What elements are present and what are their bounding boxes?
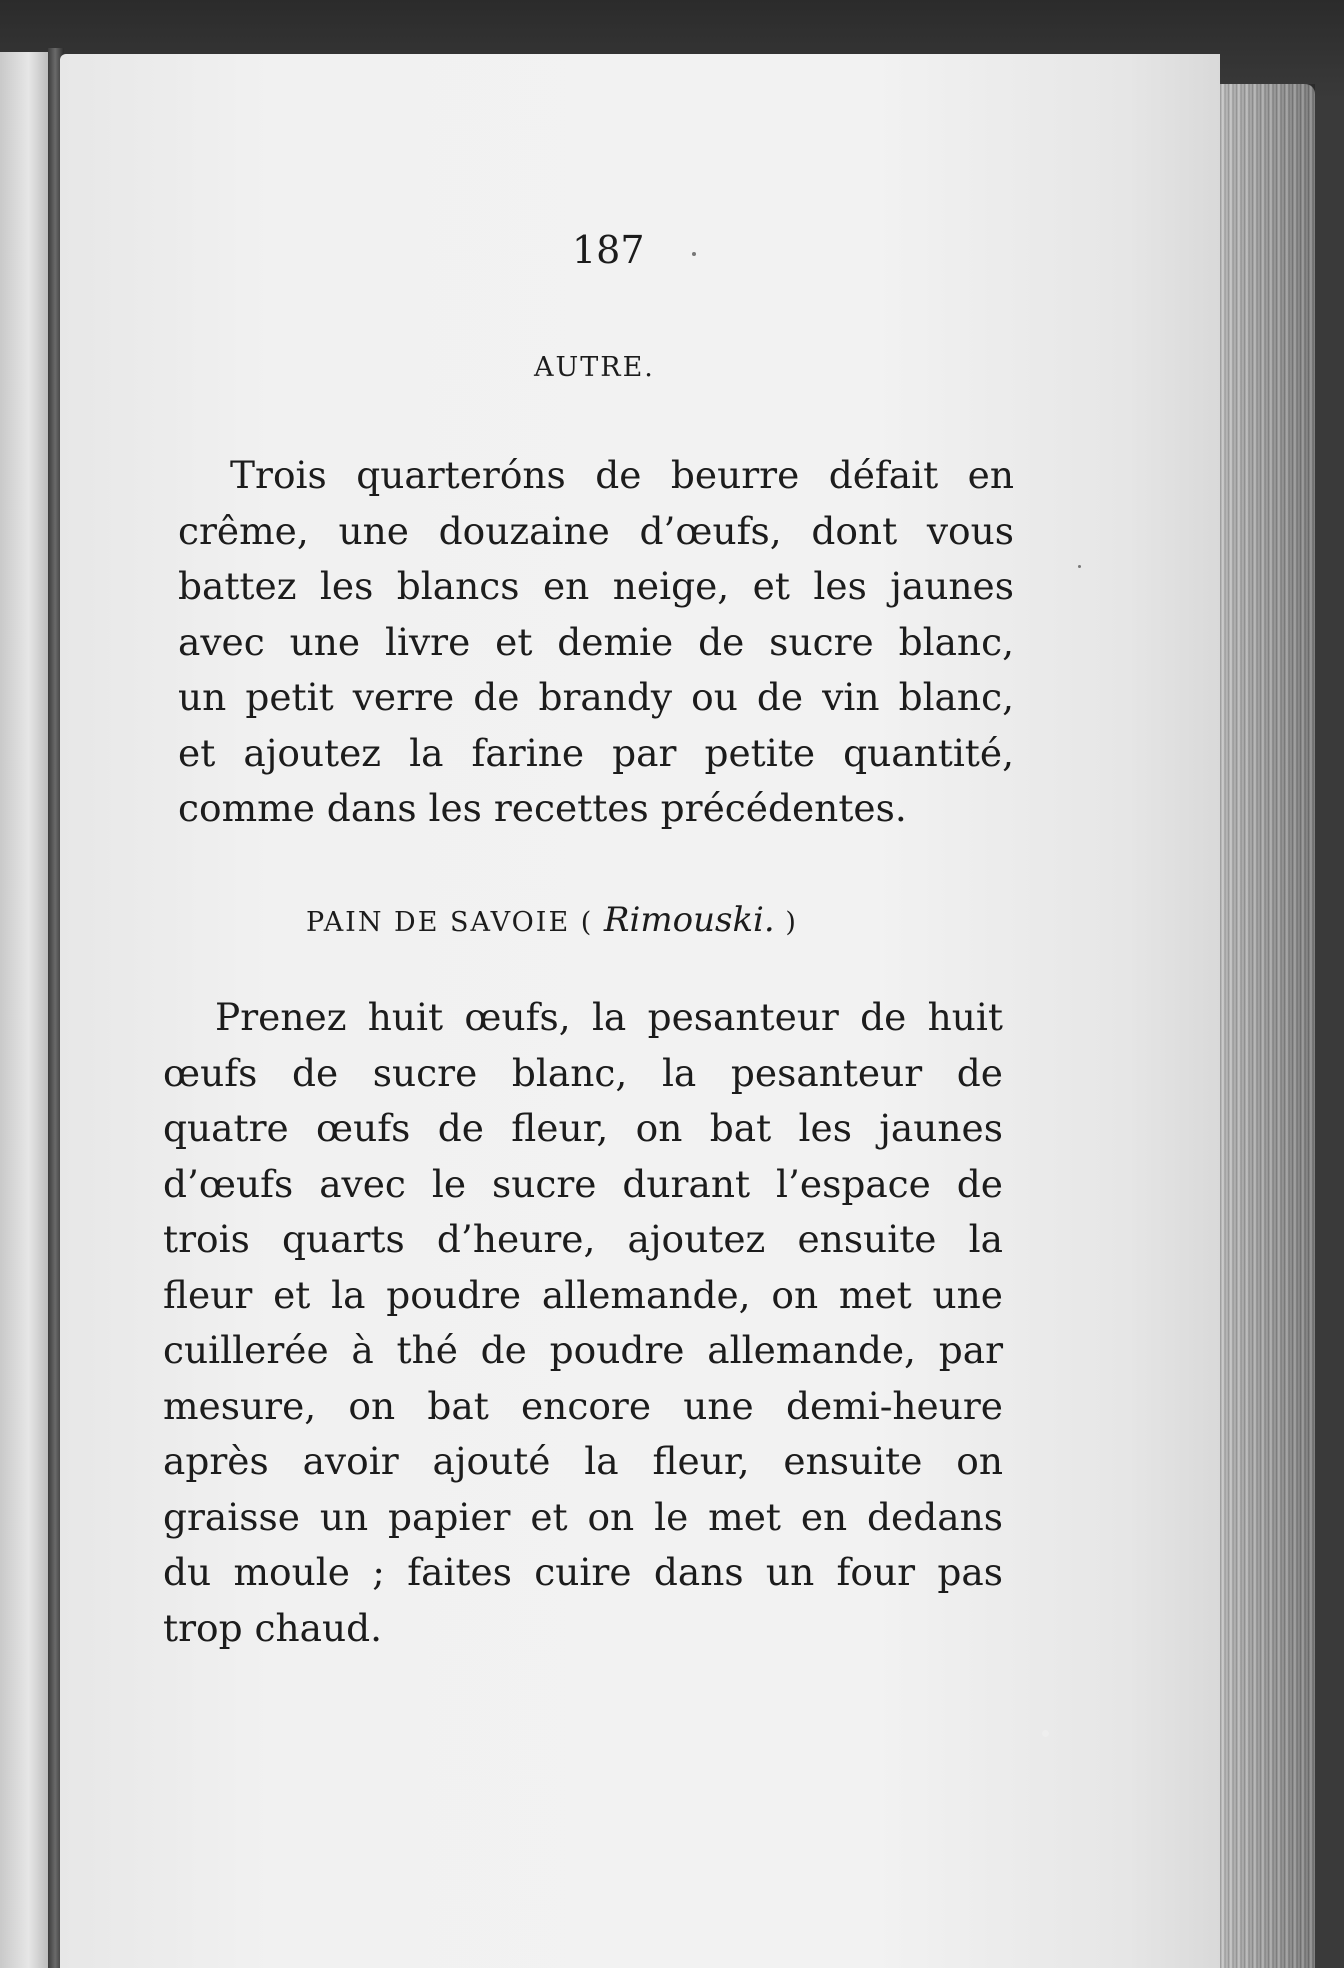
page-block-shade [1205, 84, 1315, 1968]
text-line: Trois quarteróns de beurre défait en [230, 453, 1014, 497]
paper-speck [692, 252, 696, 256]
text-line: du moule ; faites cuire dans un four pas [163, 1550, 1003, 1594]
text-line: crême, une douzaine d’œufs, dont vous [178, 508, 1014, 553]
text-line: battez les blancs en neige, et les jaunes [178, 564, 1014, 608]
text-line: comme dans les recettes précédentes. [178, 786, 907, 830]
text-line: après avoir ajouté la fleur, ensuite on [163, 1439, 1003, 1483]
text-line: avec une livre et demie de sucre blanc, [178, 619, 1014, 664]
previous-page-edge [0, 52, 48, 1968]
paragraph-autre [178, 448, 1014, 837]
page-number: 187 [572, 228, 645, 272]
heading-paren-open: ( [580, 907, 594, 938]
paper-speck [1078, 565, 1081, 568]
section-heading-autre: AUTRE. [534, 352, 655, 383]
text-line: un petit verre de brandy ou de vin blanc, [178, 675, 1014, 719]
text-line: Prenez huit œufs, la pesanteur de huit [215, 995, 1003, 1039]
text-line: mesure, on bat encore une demi-heure [163, 1383, 1003, 1428]
text-line: d’œufs avec le sucre durant l’espace de [163, 1161, 1003, 1206]
text-line: fleur et la poudre allemande, on met une [163, 1272, 1003, 1317]
paragraph-pain-de-savoie [163, 990, 1003, 1656]
paper-speck [1042, 1730, 1049, 1737]
section-heading-pain-de-savoie [306, 900, 798, 940]
heading-place: Rimouski. [603, 900, 775, 940]
text-line: et ajoutez la farine par petite quantité, [178, 730, 1014, 775]
text-line: trois quarts d’heure, ajoutez ensuite la [163, 1217, 1003, 1261]
scan-background-right [1315, 100, 1344, 1968]
text-line: graisse un papier et on le met en dedans [163, 1494, 1003, 1539]
text-line: trop chaud. [163, 1605, 383, 1650]
text-line: cuillerée à thé de poudre allemande, par [163, 1328, 1003, 1372]
heading-paren-close: ) [785, 907, 798, 938]
text-line: œufs de sucre blanc, la pesanteur de [163, 1050, 1003, 1095]
heading-title: PAIN DE SAVOIE [306, 907, 571, 938]
text-line: quatre œufs de fleur, on bat les jaunes [163, 1106, 1003, 1150]
